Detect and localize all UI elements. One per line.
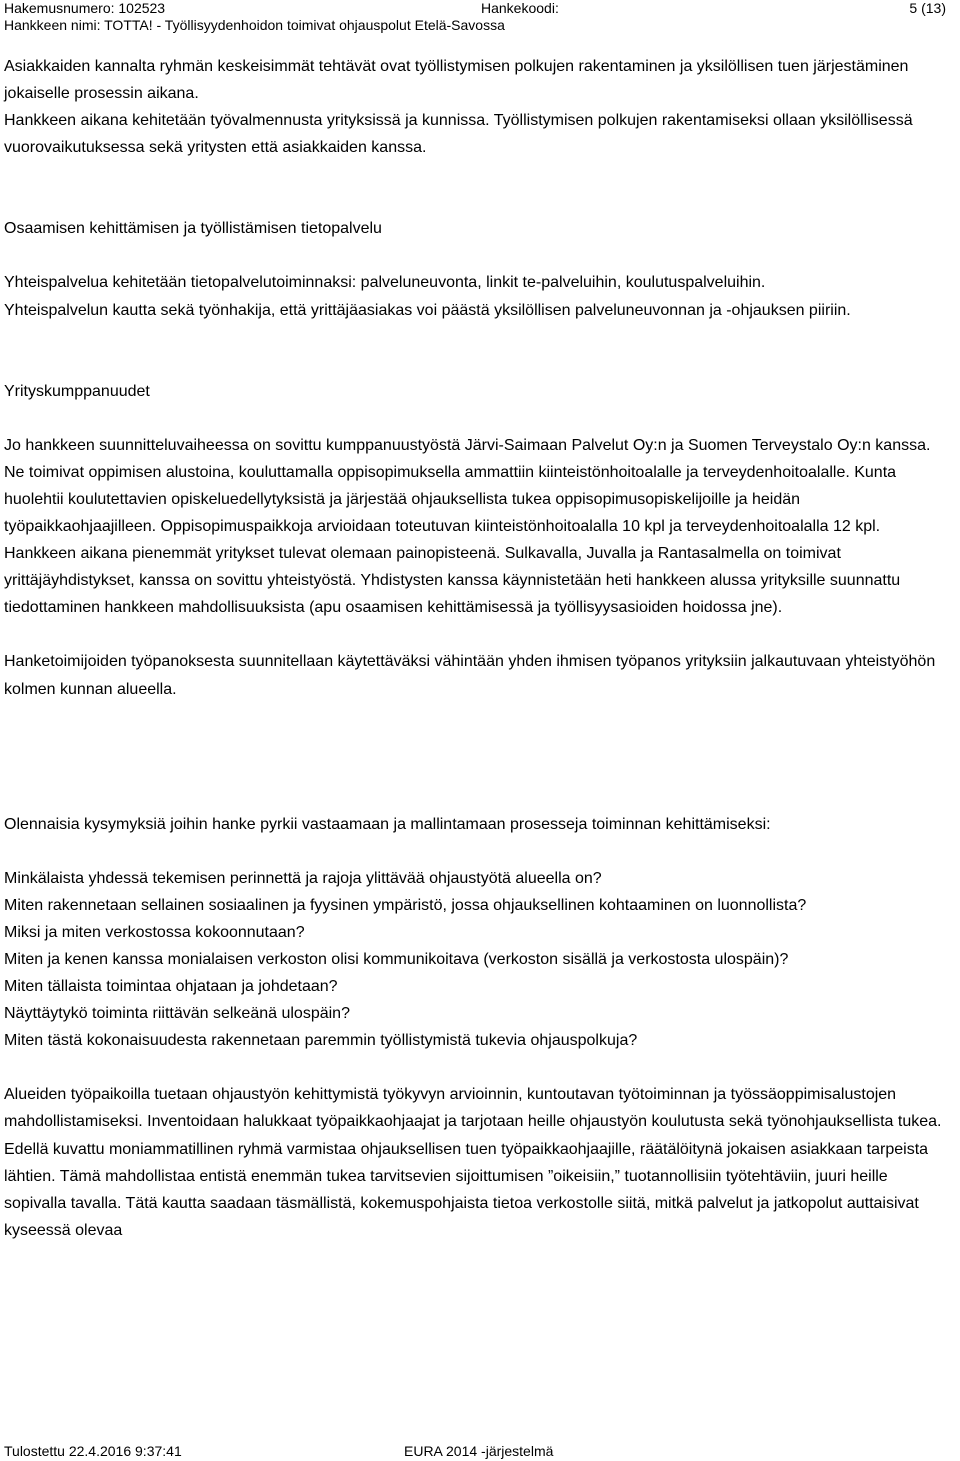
questions-intro: Olennaisia kysymyksiä joihin hanke pyrkii vastaamaan ja mallintamaan prosesseja toiminnan kehittämiseksi: <box>4 815 771 833</box>
yrityskumppanuudet-paragraph-3: Hanketoimijoiden työpanoksesta suunnitellaan käytettäväksi vähintään yhden ihmisen työpanos yrityksiin jalkautuvaan yhteistyöhön kolmen kunnan alueella. <box>4 653 936 698</box>
tietopalvelu-paragraph-1: Yhteispalvelua kehitetään tietopalvelutoiminnaksi: palveluneuvonta, linkit te-palveluihin, koulutuspalveluihin. <box>4 274 766 292</box>
section-heading-yrityskumppanuudet: Yrityskumppanuudet <box>4 382 150 400</box>
system-name: EURA 2014 -järjestelmä <box>404 1443 554 1459</box>
intro-paragraph-2: Hankkeen aikana kehitetään työvalmennusta yrityksissä ja kunnissa. Työllistymisen polkujen rakentamiseksi ollaan yksilöllisessä vuorovaikutuksessa sekä yritysten että asiakkaiden kanssa. <box>4 112 913 157</box>
closing-paragraph: Alueiden työpaikoilla tuetaan ohjaustyön kehittymistä työkyvyn arvioinnin, kuntoutavan työtoiminnan ja työssäoppimisalustojen mahdollistamiseksi. Inventoidaan halukkaat työpaikkaohjaajat ja tarjotaan heille ohjaustyön koulutusta sekä työnohjauksellista tukea. Edellä kuvattu moniammatillinen ryhmä varmistaa ohjauksellisen tuen työpaikkaohjaajille, räätälöitynä jokaisen asiakkaan tarpeista lähtien. Tämä mahdollistaa entistä enemmän tukea tarvitsevien sijoittumisen ”oikeisiin,” tuotannollisiin työtehtäviin, juuri heille sopivalla tavalla. Tätä kautta saadaan täsmällistä, kokemuspohjaista tietoa verkostolle siitä, mitkä palvelut ja jatkopolut auttaisivat kyseessä olevaa <box>4 1086 942 1239</box>
question-item: Näyttäytykö toiminta riittävän selkeänä ulospäin? <box>4 1005 350 1023</box>
print-timestamp: Tulostettu 22.4.2016 9:37:41 <box>4 1443 182 1459</box>
question-item: Minkälaista yhdessä tekemisen perinnettä ja rajoja ylittävää ohjaustyötä alueella on? <box>4 869 602 887</box>
question-item: Miten tästä kokonaisuudesta rakennetaan paremmin työllistymistä tukevia ohjauspolkuja? <box>4 1032 638 1050</box>
question-item: Miten rakennetaan sellainen sosiaalinen ja fyysinen ympäristö, jossa ohjauksellinen kohtaaminen on luonnollista? <box>4 896 807 914</box>
document-body <box>4 53 954 1244</box>
yrityskumppanuudet-paragraph-2: Hankkeen aikana pienemmät yritykset tulevat olemaan painopisteenä. Sulkavalla, Juvalla ja Rantasalmella on toimivat yrittäjäyhdistykset, kanssa on sovittu yhteistyöstä. Yhdistysten kanssa käynnistetään heti hankkeen alussa yrityksille suunnattu tiedottaminen hankkeen mahdollisuuksista (apu osaamisen kehittämisessä ja työllisyysasioiden hoidossa jne). <box>4 545 901 617</box>
project-name: Hankkeen nimi: TOTTA! - Työllisyydenhoidon toimivat ohjauspolut Etelä-Savossa <box>4 17 505 33</box>
section-heading-tietopalvelu: Osaamisen kehittämisen ja työllistämisen tietopalvelu <box>4 220 382 238</box>
question-item: Miksi ja miten verkostossa kokoonnutaan? <box>4 923 305 941</box>
project-code-label: Hankekoodi: <box>481 0 559 16</box>
application-number: Hakemusnumero: 102523 <box>4 0 166 16</box>
intro-paragraph-1: Asiakkaiden kannalta ryhmän keskeisimmät tehtävät ovat työllistymisen polkujen rakentaminen ja yksilöllisen tuen järjestäminen jokaiselle prosessin aikana. <box>4 58 909 103</box>
question-item: Miten ja kenen kanssa monialaisen verkoston olisi kommunikoitava (verkoston sisällä ja verkostosta ulospäin)? <box>4 950 789 968</box>
yrityskumppanuudet-paragraph-1: Jo hankkeen suunnitteluvaiheessa on sovittu kumppanuustyöstä Järvi-Saimaan Palvelut Oy:n ja Suomen Terveystalo Oy:n kanssa. Ne toimivat oppimisen alustoina, kouluttamalla oppisopimuksella ammattiin kiinteistönhoitoalalle ja terveydenhoitoalalle. Kunta huolehtii koulutettavien opiskeluedellytyksistä ja järjestää ohjauksellista tukea oppisopimusopiskelijoille ja heidän työpaikkaohjaajilleen. Oppisopimuspaikkoja arvioidaan toteutuvan kiinteistönhoitoalalla 10 kpl ja terveydenhoitoalalla 12 kpl. <box>4 436 931 536</box>
page-number: 5 (13) <box>909 0 946 16</box>
tietopalvelu-paragraph-2: Yhteispalvelun kautta sekä työnhakija, että yrittäjäasiakas voi päästä yksilöllisen palveluneuvonnan ja -ohjauksen piiriin. <box>4 301 851 319</box>
question-item: Miten tällaista toimintaa ohjataan ja johdetaan? <box>4 978 338 996</box>
